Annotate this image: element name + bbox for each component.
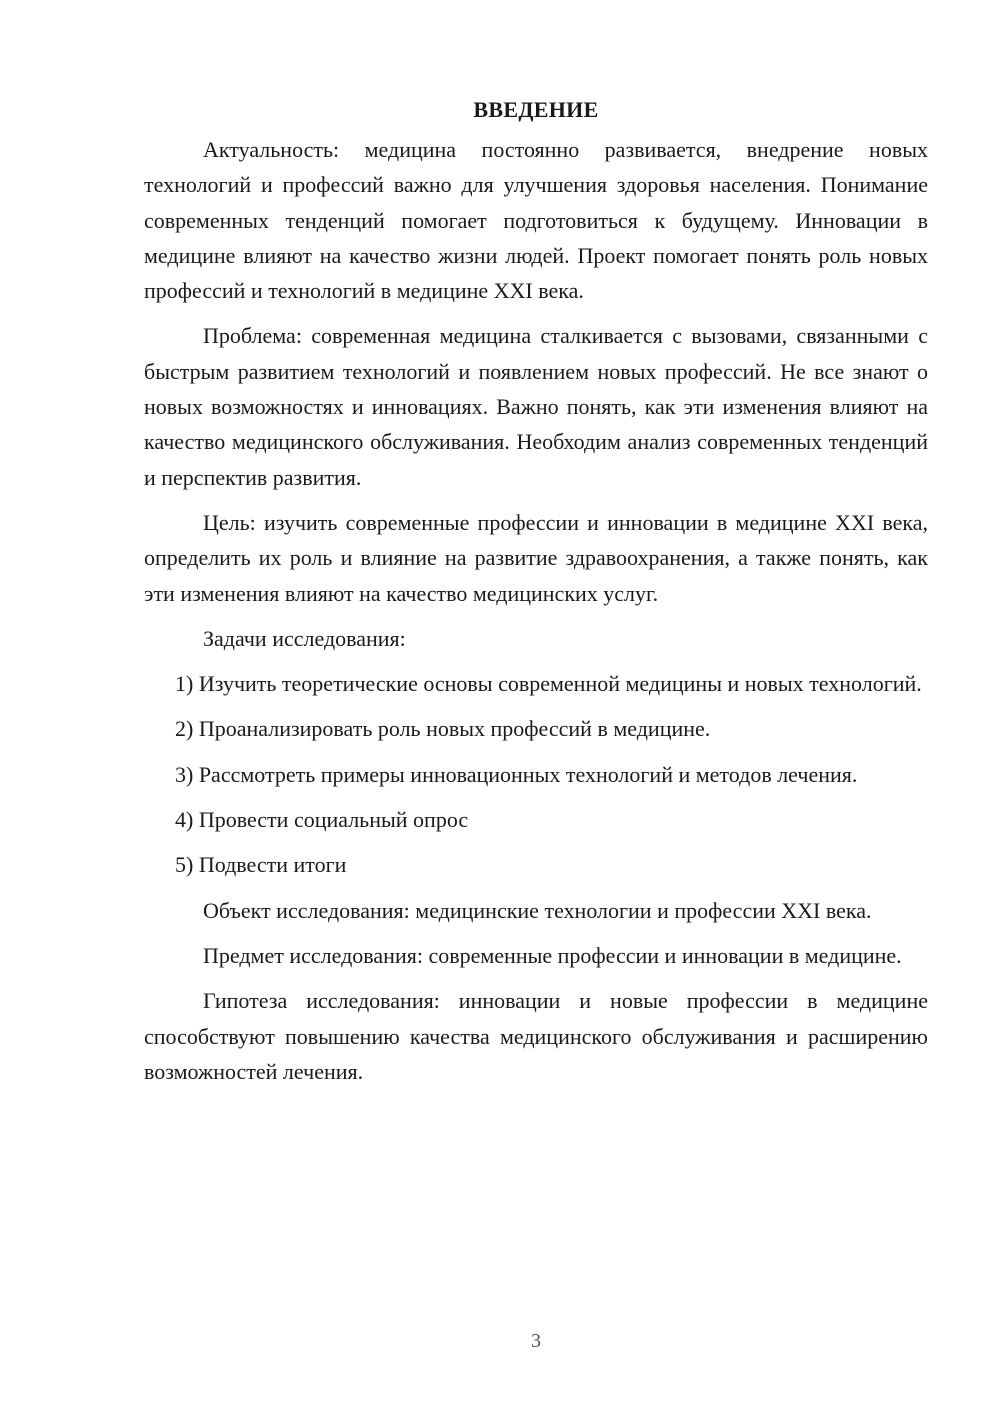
section-heading: ВВЕДЕНИЕ bbox=[473, 97, 599, 122]
task-item-3: 3) Рассмотреть примеры инновационных технологий и методов лечения. bbox=[175, 761, 858, 787]
paragraph-relevance: Актуальность: медицина постоянно развивается, внедрение новых технологий и профессий важно для улучшения здоровья населения. Понимание современных тенденций помогает подготовиться к будущему. Инновации в медицине влияют на качество жизни людей. Проект помогает понять роль новых профессий и технологий в медицине XXI века. bbox=[144, 137, 928, 304]
paragraph-hypothesis: Гипотеза исследования: инновации и новые профессии в медицине способствуют повышению качества медицинского обслуживания и расширению возможностей лечения. bbox=[144, 988, 928, 1084]
paragraph-goal: Цель: изучить современные профессии и инновации в медицине XXI века, определить их роль и влияние на развитие здравоохранения, а также понять, как эти изменения влияют на качество медицинских услуг. bbox=[144, 509, 928, 606]
paragraph-subject: Предмет исследования: современные профессии и инновации в медицине. bbox=[203, 942, 902, 968]
paragraph-object: Объект исследования: медицинские технологии и профессии XXI века. bbox=[203, 897, 872, 923]
task-item-5: 5) Подвести итоги bbox=[175, 852, 347, 878]
task-item-4: 4) Провести социальный опрос bbox=[175, 807, 469, 833]
paragraph-problem: Проблема: современная медицина сталкивается с вызовами, связанными с быстрым развитием технологий и появлением новых профессий. Не все знают о новых возможностях и инновациях. Важно понять, как эти изменения влияют на качество медицинского обслуживания. Необходим анализ современных тенденций и перспектив развития. bbox=[144, 323, 928, 490]
page-number: 3 bbox=[531, 1330, 541, 1352]
document-page bbox=[144, 88, 928, 1099]
tasks-title: Задачи исследования: bbox=[203, 625, 406, 651]
task-item-2: 2) Проанализировать роль новых профессий в медицине. bbox=[175, 716, 711, 742]
task-item-1: 1) Изучить теоретические основы современной медицины и новых технологий. bbox=[175, 671, 922, 697]
